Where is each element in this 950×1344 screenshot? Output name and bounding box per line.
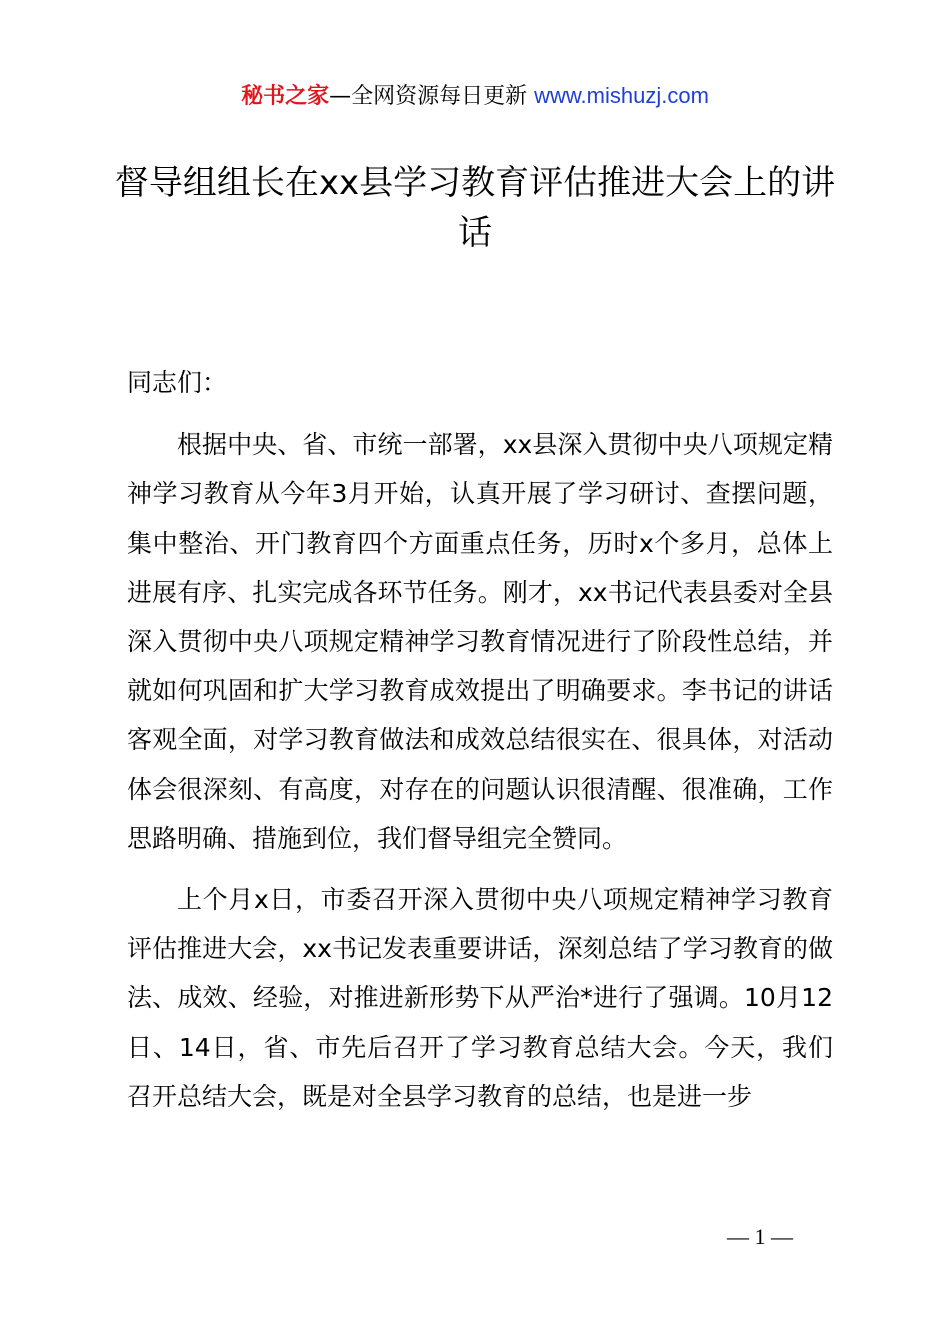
greeting: 同志们：: [127, 368, 228, 397]
document-title: 督导组组长在xx县学习教育评估推进大会上的讲话: [114, 163, 836, 253]
site-header: [0, 80, 950, 113]
paragraph-2: 上个月x日，市委召开深入贯彻中央八项规定精神学习教育评估推进大会，xx书记发表重要讲话，深刻总结了学习教育的做法、成效、经验，对推进新形势下从严治*进行了强调。10月12日、14日，省、市先后召开了学习教育总结大会。今天，我们召开总结大会，既是对全县学习教育的总结，也是进一步: [127, 885, 833, 1111]
header-tagline: —全网资源每日更新: [329, 84, 528, 109]
page-number: — 1 —: [727, 1224, 793, 1249]
brand-name: 秘书之家: [241, 84, 330, 109]
paragraph-1: 根据中央、省、市统一部署，xx县深入贯彻中央八项规定精神学习教育从今年3月开始，认真开展了学习研讨、查摆问题，集中整治、开门教育四个方面重点任务，历时x个多月，总体上进展有序、扎实完成各环节任务。刚才，xx书记代表县委对全县深入贯彻中央八项规定精神学习教育情况进行了阶段性总结，并就如何巩固和扩大学习教育成效提出了明确要求。李书记的讲话客观全面，对学习教育做法和成效总结很实在、很具体，对活动体会很深刻、有高度，对存在的问题认识很清醒、很准确，工作思路明确、措施到位，我们督导组完全赞同。: [127, 430, 833, 853]
site-url-link[interactable]: www.mishuzj.com: [534, 83, 709, 108]
document-body: [127, 358, 833, 1133]
